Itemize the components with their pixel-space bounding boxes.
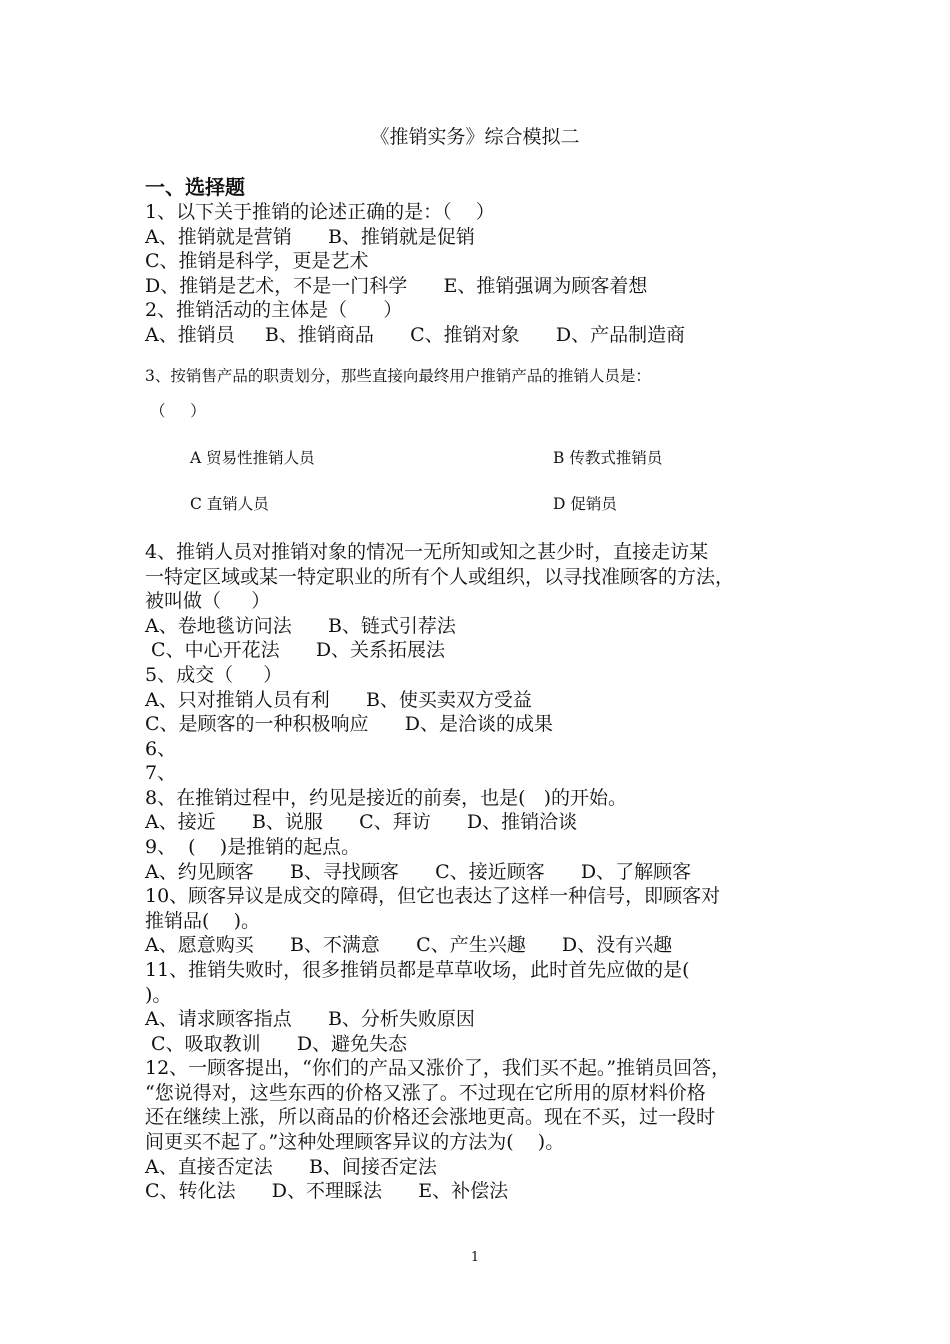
question-9: 9、 ( )是推销的起点。 [145, 836, 361, 858]
question-11-options-ab: A、请求顾客指点 B、分析失败原因 [145, 1008, 475, 1030]
question-11-options-cd: C、吸取教训 D、避免失态 [145, 1033, 408, 1055]
question-4-options-cd: C、中心开花法 D、关系拓展法 [145, 639, 446, 661]
question-2: 2、推销活动的主体是（ ） [145, 299, 403, 321]
question-3: 3、按销售产品的职责划分，那些直接向最终用户推销产品的推销人员是： [145, 367, 651, 385]
question-3-option-c: C 直销人员 [190, 495, 269, 513]
question-8: 8、在推销过程中，约见是接近的前奏，也是( )的开始。 [145, 787, 628, 809]
question-1-option-c: C、推销是科学，更是艺术 [145, 250, 369, 272]
question-4-line-3: 被叫做（ ） [145, 590, 271, 612]
question-10-line-1: 10、顾客异议是成交的障碍，但它也表达了这样一种信号，即顾客对 [145, 885, 721, 907]
question-8-options: A、接近 B、说服 C、拜访 D、推销洽谈 [145, 811, 578, 833]
question-11-line-2: )。 [145, 984, 172, 1006]
question-2-options: A、推销员 B、推销商品 C、推销对象 D、产品制造商 [145, 324, 686, 346]
question-5-options-ab: A、只对推销人员有利 B、使买卖双方受益 [145, 689, 532, 711]
question-12-options-cde: C、转化法 D、不理睬法 E、补偿法 [145, 1180, 509, 1202]
question-1-options-ab: A、推销就是营销 B、推销就是促销 [145, 226, 475, 248]
document-title: 《推销实务》综合模拟二 [370, 126, 580, 148]
question-4-line-2: 一特定区域或某一特定职业的所有个人或组织，以寻找准顾客的方法， [145, 566, 735, 588]
question-12-options-ab: A、直接否定法 B、间接否定法 [145, 1156, 437, 1178]
question-11-line-1: 11、推销失败时，很多推销员都是草草收场，此时首先应做的是( [145, 959, 690, 981]
question-1: 1、以下关于推销的论述正确的是：（ ） [145, 201, 495, 223]
question-1-options-de: D、推销是艺术，不是一门科学 E、推销强调为顾客着想 [145, 275, 648, 297]
question-12-line-2: “您说得对，这些东西的价格又涨了。不过现在它所用的原材料价格 [145, 1082, 706, 1104]
question-5-options-cd: C、是顾客的一种积极响应 D、是洽谈的成果 [145, 713, 554, 735]
question-5: 5、成交（ ） [145, 664, 283, 686]
question-12-line-1: 12、一顾客提出，“你们的产品又涨价了，我们买不起。”推销员回答， [145, 1057, 731, 1079]
question-4-options-ab: A、卷地毯访问法 B、链式引荐法 [145, 615, 456, 637]
question-9-options: A、约见顾客 B、寻找顾客 C、接近顾客 D、了解顾客 [145, 861, 692, 883]
question-10-options: A、愿意购买 B、不满意 C、产生兴趣 D、没有兴趣 [145, 934, 673, 956]
question-7: 7、 [145, 762, 177, 784]
section-heading: 一、选择题 [145, 175, 245, 199]
question-6: 6、 [145, 738, 177, 760]
question-12-line-4: 间更买不起了。”这种处理顾客异议的方法为( )。 [145, 1131, 565, 1153]
question-3-paren: （ ） [150, 402, 206, 420]
question-3-option-b: B 传教式推销员 [553, 449, 663, 467]
question-4-line-1: 4、推销人员对推销对象的情况一无所知或知之甚少时，直接走访某 [145, 541, 709, 563]
question-3-option-d: D 促销员 [553, 495, 617, 513]
question-12-line-3: 还在继续上涨，所以商品的价格还会涨地更高。现在不买，过一段时 [145, 1106, 716, 1128]
question-3-option-a: A 贸易性推销人员 [190, 449, 315, 467]
question-10-line-2: 推销品( )。 [145, 910, 260, 932]
page-number: 1 [470, 1250, 480, 1265]
